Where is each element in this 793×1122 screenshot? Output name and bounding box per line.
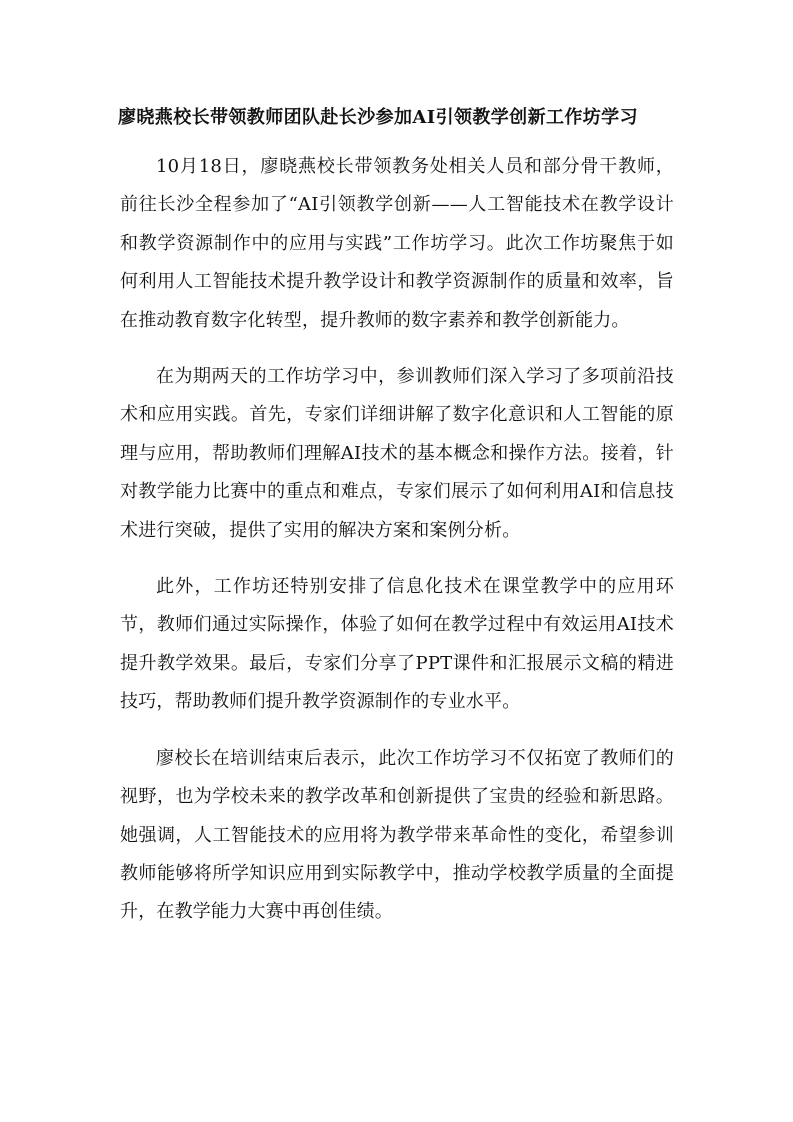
- document-title: 廖晓燕校长带领教师团队赴长沙参加AI引领教学创新工作坊学习: [118, 107, 638, 128]
- paragraph-2: 在为期两天的工作坊学习中，参训教师们深入学习了多项前沿技术和应用实践。首先，专家们详细讲解了数字化意识和人工智能的原理与应用，帮助教师们理解AI技术的基本概念和操作方法。接着，针对教学能力比赛中的重点和难点，专家们展示了如何利用AI和信息技术进行突破，提供了实用的解决方案和案例分析。: [120, 366, 674, 541]
- paragraph-1: 10月18日，廖晓燕校长带领教务处相关人员和部分骨干教师，前往长沙全程参加了“AI引领教学创新——人工智能技术在教学设计和教学资源制作中的应用与实践”工作坊学习。此次工作坊聚焦于如何利用人工智能技术提升教学设计和教学资源制作的质量和效率，旨在推动教育数字化转型，提升教师的数字素养和教学创新能力。: [120, 156, 674, 331]
- paragraph-4: 廖校长在培训结束后表示，此次工作坊学习不仅拓宽了教师们的视野，也为学校未来的教学改革和创新提供了宝贵的经验和新思路。她强调，人工智能技术的应用将为教学带来革命性的变化，希望参训教师能够将所学知识应用到实际教学中，推动学校教学质量的全面提升，在教学能力大赛中再创佳绩。: [120, 747, 674, 923]
- paragraph-3: 此外，工作坊还特别安排了信息化技术在课堂教学中的应用环节，教师们通过实际操作，体验了如何在教学过程中有效运用AI技术提升教学效果。最后，专家们分享了PPT课件和汇报展示文稿的精进技巧，帮助教师们提升教学资源制作的专业水平。: [120, 576, 674, 713]
- document-body: [120, 148, 674, 950]
